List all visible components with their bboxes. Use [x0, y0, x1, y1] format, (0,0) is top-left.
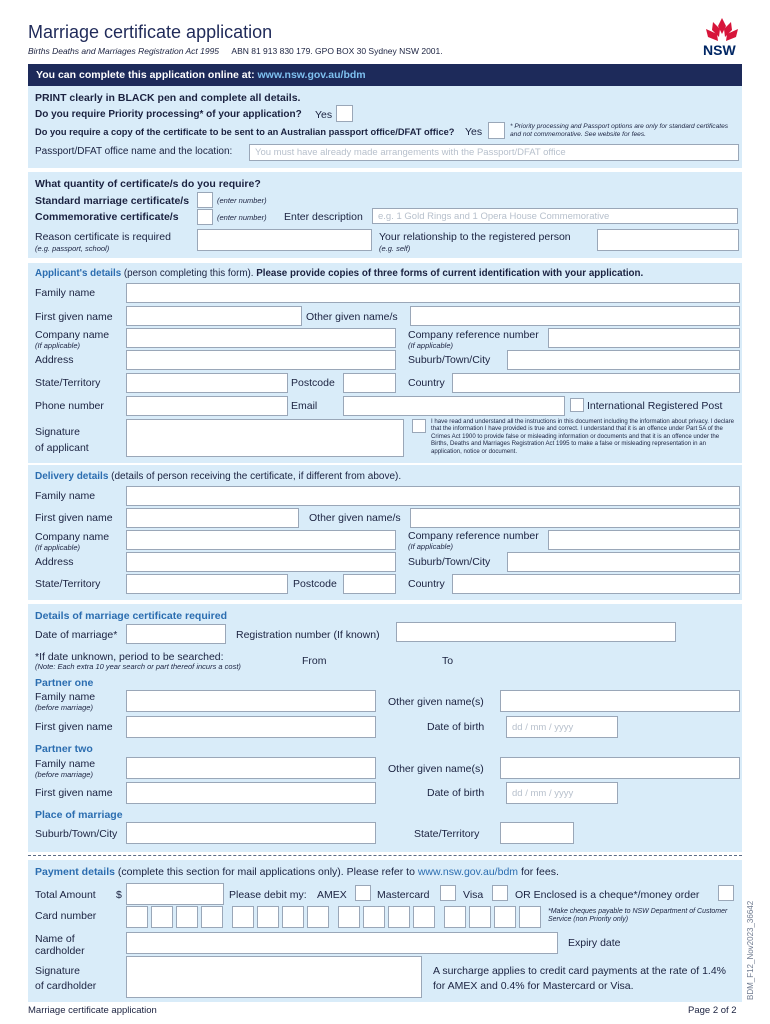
- delivery-suburb-field[interactable]: [507, 552, 740, 572]
- relationship-field[interactable]: [597, 229, 739, 251]
- cardholder-signature-label: Signature: [35, 965, 80, 977]
- cardholder-name-field[interactable]: [126, 932, 558, 954]
- applicant-state-field[interactable]: [126, 373, 288, 393]
- partner-one-heading: Partner one: [35, 677, 94, 689]
- place-suburb-label: Suburb/Town/City: [35, 828, 118, 840]
- cardholder-name-label-2: cardholder: [35, 945, 85, 957]
- intl-post-label: International Registered Post: [587, 400, 723, 412]
- applicant-company-label: Company name: [35, 329, 110, 341]
- cardholder-signature-label-2: of cardholder: [35, 980, 97, 992]
- card-digit-box[interactable]: [257, 906, 279, 928]
- p2-other-given-label: Other given name(s): [388, 763, 484, 775]
- applicant-postcode-label: Postcode: [291, 377, 335, 389]
- priority-footnote: * Priority processing and Passport options are only for standard certificates and not commemorative. See website for fees.: [510, 123, 729, 138]
- applicant-other-given-field[interactable]: [410, 306, 740, 326]
- expiry-label: Expiry date: [568, 937, 621, 949]
- delivery-company-ref-if-applicable: (If applicable): [408, 542, 454, 551]
- delivery-country-label: Country: [408, 578, 445, 590]
- applicant-address-label: Address: [35, 354, 74, 366]
- delivery-address-field[interactable]: [126, 552, 396, 572]
- p2-family-name-field[interactable]: [126, 757, 376, 779]
- print-note: PRINT clearly in BLACK pen and complete all details.: [35, 92, 301, 104]
- p2-other-given-field[interactable]: [500, 757, 740, 779]
- p2-dob-field[interactable]: dd / mm / yyyy: [506, 782, 618, 804]
- applicant-heading: Applicant's details (person completing this form). Please provide copies of three forms of current identification with your application.: [35, 268, 644, 279]
- delivery-other-given-label: Other given name/s: [309, 512, 401, 524]
- delivery-company-ref-label: Company reference number: [408, 530, 539, 542]
- p1-dob-label: Date of birth: [427, 721, 485, 733]
- act-name: Births Deaths and Marriages Registration Act 1995: [28, 46, 220, 56]
- visa-label: Visa: [463, 889, 484, 901]
- card-digit-box[interactable]: [413, 906, 435, 928]
- abn-address: ABN 81 913 830 179. GPO BOX 30 Sydney NSW 2001.: [231, 46, 443, 56]
- cardholder-signature-field[interactable]: [126, 956, 422, 998]
- reason-field[interactable]: [197, 229, 372, 251]
- delivery-heading: Delivery details (details of person receiving the certificate, if different from above).: [35, 471, 402, 482]
- declaration-text: I have read and understand all the instructions in this document including the information about privacy. I declare that the information I have provided is true and correct. I understand that it is an offence under Part 5A of the Crimes Act 1900 to provide false or misleading information or documents and that it is an offence under the Births, Deaths and Marriages Registration Act 1995 to make a false or misleading representation in an application, notice or document.: [431, 418, 735, 455]
- payment-link[interactable]: www.nsw.gov.au/bdm: [417, 866, 519, 878]
- card-digit-box[interactable]: [363, 906, 385, 928]
- footer-title: Marriage certificate application: [28, 1005, 157, 1016]
- commemorative-qty-field[interactable]: [197, 209, 213, 225]
- enter-description-label: Enter description: [284, 211, 363, 223]
- quantity-heading: What quantity of certificate/s do you require?: [35, 178, 261, 190]
- description-field[interactable]: e.g. 1 Gold Rings and 1 Opera House Commemorative: [372, 208, 738, 224]
- delivery-first-given-field[interactable]: [126, 508, 299, 528]
- applicant-address-field[interactable]: [126, 350, 396, 370]
- header-subline: [28, 46, 443, 56]
- card-number-boxes[interactable]: [126, 906, 542, 930]
- banner-text: You can complete this application online at: www.nsw.gov.au/bdm: [36, 69, 366, 81]
- page-number: Page 2 of 2: [688, 1005, 737, 1016]
- page-title: Marriage certificate application: [28, 22, 273, 42]
- applicant-family-name-label: Family name: [35, 287, 96, 299]
- amex-label: AMEX: [317, 889, 347, 901]
- card-digit-box[interactable]: [151, 906, 173, 928]
- delivery-family-name-label: Family name: [35, 490, 96, 502]
- cheque-checkbox[interactable]: [718, 885, 734, 901]
- amex-checkbox[interactable]: [355, 885, 371, 901]
- delivery-postcode-field[interactable]: [343, 574, 396, 594]
- mastercard-label: Mastercard: [377, 889, 430, 901]
- from-label: From: [302, 655, 327, 667]
- mastercard-checkbox[interactable]: [440, 885, 456, 901]
- p1-family-name-label: Family name: [35, 691, 96, 703]
- online-banner: [28, 64, 742, 86]
- applicant-suburb-label: Suburb/Town/City: [408, 354, 491, 366]
- standard-qty-field[interactable]: [197, 192, 213, 208]
- commemorative-enter-number: (enter number): [217, 213, 267, 222]
- p1-before-marriage: (before marriage): [35, 703, 93, 712]
- delivery-family-name-field[interactable]: [126, 486, 740, 506]
- unknown-date-note: (Note: Each extra 10 year search or part thereof incurs a cost): [35, 662, 241, 671]
- applicant-first-given-label: First given name: [35, 311, 113, 323]
- standard-label: Standard marriage certificate/s: [35, 195, 190, 207]
- delivery-postcode-label: Postcode: [293, 578, 337, 590]
- cheque-label: OR Enclosed is a cheque*/money order: [515, 889, 700, 901]
- delivery-company-field[interactable]: [126, 530, 396, 550]
- surcharge-note: A surcharge applies to credit card payments at the rate of 1.4% for AMEX and 0.4% for Mastercard or Visa.: [433, 965, 726, 992]
- p1-first-given-label: First given name: [35, 721, 113, 733]
- p1-first-given-field[interactable]: [126, 716, 376, 738]
- priority-yes-label: Yes: [315, 109, 333, 121]
- marriage-heading: Details of marriage certificate required: [35, 610, 227, 622]
- place-heading: Place of marriage: [35, 809, 123, 821]
- p1-dob-field[interactable]: dd / mm / yyyy: [506, 716, 618, 738]
- passport-question: Do you require a copy of the certificate to be sent to an Australian passport office/DFAT office?: [35, 127, 455, 137]
- reg-number-field[interactable]: [396, 622, 676, 642]
- card-digit-box[interactable]: [232, 906, 254, 928]
- total-amount-label: Total Amount: [35, 889, 96, 901]
- applicant-email-field[interactable]: [343, 396, 565, 416]
- applicant-family-name-field[interactable]: [126, 283, 740, 303]
- cut-line: [28, 855, 742, 856]
- form-code: BDM_F12_Nov2023_36642: [746, 900, 755, 1000]
- p1-other-given-field[interactable]: [500, 690, 740, 712]
- office-label: Passport/DFAT office name and the location:: [35, 146, 233, 157]
- priority-yes-checkbox[interactable]: [336, 105, 353, 122]
- p1-family-name-field[interactable]: [126, 690, 376, 712]
- card-digit-box[interactable]: [388, 906, 410, 928]
- applicant-email-label: Email: [291, 400, 318, 412]
- debit-label: Please debit my:: [229, 889, 307, 901]
- total-amount-field[interactable]: [126, 883, 224, 905]
- reg-number-label: Registration number (If known): [236, 629, 380, 641]
- to-label: To: [442, 655, 454, 667]
- delivery-suburb-label: Suburb/Town/City: [408, 556, 491, 568]
- place-state-label: State/Territory: [414, 828, 480, 840]
- date-of-marriage-label: Date of marriage*: [35, 629, 118, 641]
- banner-link[interactable]: www.nsw.gov.au/bdm: [257, 69, 366, 81]
- card-digit-box[interactable]: [338, 906, 360, 928]
- applicant-company-ref-field[interactable]: [548, 328, 740, 348]
- card-digit-box[interactable]: [282, 906, 304, 928]
- p2-first-given-label: First given name: [35, 787, 113, 799]
- applicant-company-ref-label: Company reference number: [408, 329, 539, 341]
- reason-example: (e.g. passport, school): [35, 244, 110, 253]
- applicant-phone-field[interactable]: [126, 396, 288, 416]
- card-digit-box[interactable]: [126, 906, 148, 928]
- card-number-label: Card number: [35, 910, 97, 922]
- card-digit-box[interactable]: [201, 906, 223, 928]
- nsw-logo: [702, 16, 742, 60]
- declaration-checkbox[interactable]: [412, 419, 426, 433]
- logo-text: NSW: [703, 42, 736, 58]
- card-digit-box[interactable]: [444, 906, 466, 928]
- delivery-other-given-field[interactable]: [410, 508, 740, 528]
- applicant-signature-field[interactable]: [126, 419, 404, 457]
- cheque-note: *Make cheques payable to NSW Department of Customer Service (non Priority only): [548, 908, 728, 923]
- payment-heading: Payment details (complete this section for mail applications only). Please refer to www.nsw.gov.au/bdm for fees.: [35, 866, 559, 878]
- partner-two-heading: Partner two: [35, 743, 93, 755]
- passport-yes-checkbox[interactable]: [488, 122, 505, 139]
- priority-question: Do you require Priority processing* of your application?: [35, 109, 302, 120]
- unknown-date-label: *If date unknown, period to be searched:: [35, 651, 224, 663]
- card-digit-box[interactable]: [176, 906, 198, 928]
- delivery-first-given-label: First given name: [35, 512, 113, 524]
- applicant-company-field[interactable]: [126, 328, 396, 348]
- delivery-state-field[interactable]: [126, 574, 288, 594]
- intl-post-checkbox[interactable]: [570, 398, 584, 412]
- dollar-sign: $: [116, 889, 122, 901]
- delivery-company-label: Company name: [35, 531, 110, 543]
- p1-other-given-label: Other given name(s): [388, 696, 484, 708]
- standard-enter-number: (enter number): [217, 196, 267, 205]
- applicant-postcode-field[interactable]: [343, 373, 396, 393]
- commemorative-label: Commemorative certificate/s: [35, 211, 179, 223]
- card-digit-box[interactable]: [494, 906, 516, 928]
- card-digit-box[interactable]: [519, 906, 541, 928]
- applicant-company-if-applicable: (If applicable): [35, 341, 81, 350]
- place-state-field[interactable]: [500, 822, 574, 844]
- delivery-state-label: State/Territory: [35, 578, 101, 590]
- reason-label: Reason certificate is required: [35, 231, 171, 243]
- applicant-other-given-label: Other given name/s: [306, 311, 398, 323]
- relationship-example: (e.g. self): [379, 244, 411, 253]
- p2-first-given-field[interactable]: [126, 782, 376, 804]
- applicant-company-ref-if-applicable: (If applicable): [408, 341, 454, 350]
- place-suburb-field[interactable]: [126, 822, 376, 844]
- applicant-country-field[interactable]: [452, 373, 740, 393]
- relationship-label: Your relationship to the registered person: [379, 231, 571, 243]
- delivery-company-ref-field[interactable]: [548, 530, 740, 550]
- p2-before-marriage: (before marriage): [35, 770, 93, 779]
- applicant-state-label: State/Territory: [35, 377, 101, 389]
- visa-checkbox[interactable]: [492, 885, 508, 901]
- passport-yes-label: Yes: [465, 126, 483, 138]
- card-digit-box[interactable]: [307, 906, 329, 928]
- applicant-suburb-field[interactable]: [507, 350, 740, 370]
- p2-dob-label: Date of birth: [427, 787, 485, 799]
- office-field[interactable]: You must have already made arrangements with the Passport/DFAT office: [249, 144, 739, 161]
- card-digit-box[interactable]: [469, 906, 491, 928]
- delivery-address-label: Address: [35, 556, 74, 568]
- p2-family-name-label: Family name: [35, 758, 96, 770]
- date-of-marriage-field[interactable]: [126, 624, 226, 644]
- applicant-signature-label-2: of applicant: [35, 442, 89, 454]
- applicant-signature-label: Signature: [35, 426, 80, 438]
- applicant-country-label: Country: [408, 377, 445, 389]
- applicant-phone-label: Phone number: [35, 400, 104, 412]
- cardholder-name-label: Name of: [35, 933, 75, 945]
- delivery-country-field[interactable]: [452, 574, 740, 594]
- delivery-company-if-applicable: (If applicable): [35, 543, 81, 552]
- applicant-first-given-field[interactable]: [126, 306, 302, 326]
